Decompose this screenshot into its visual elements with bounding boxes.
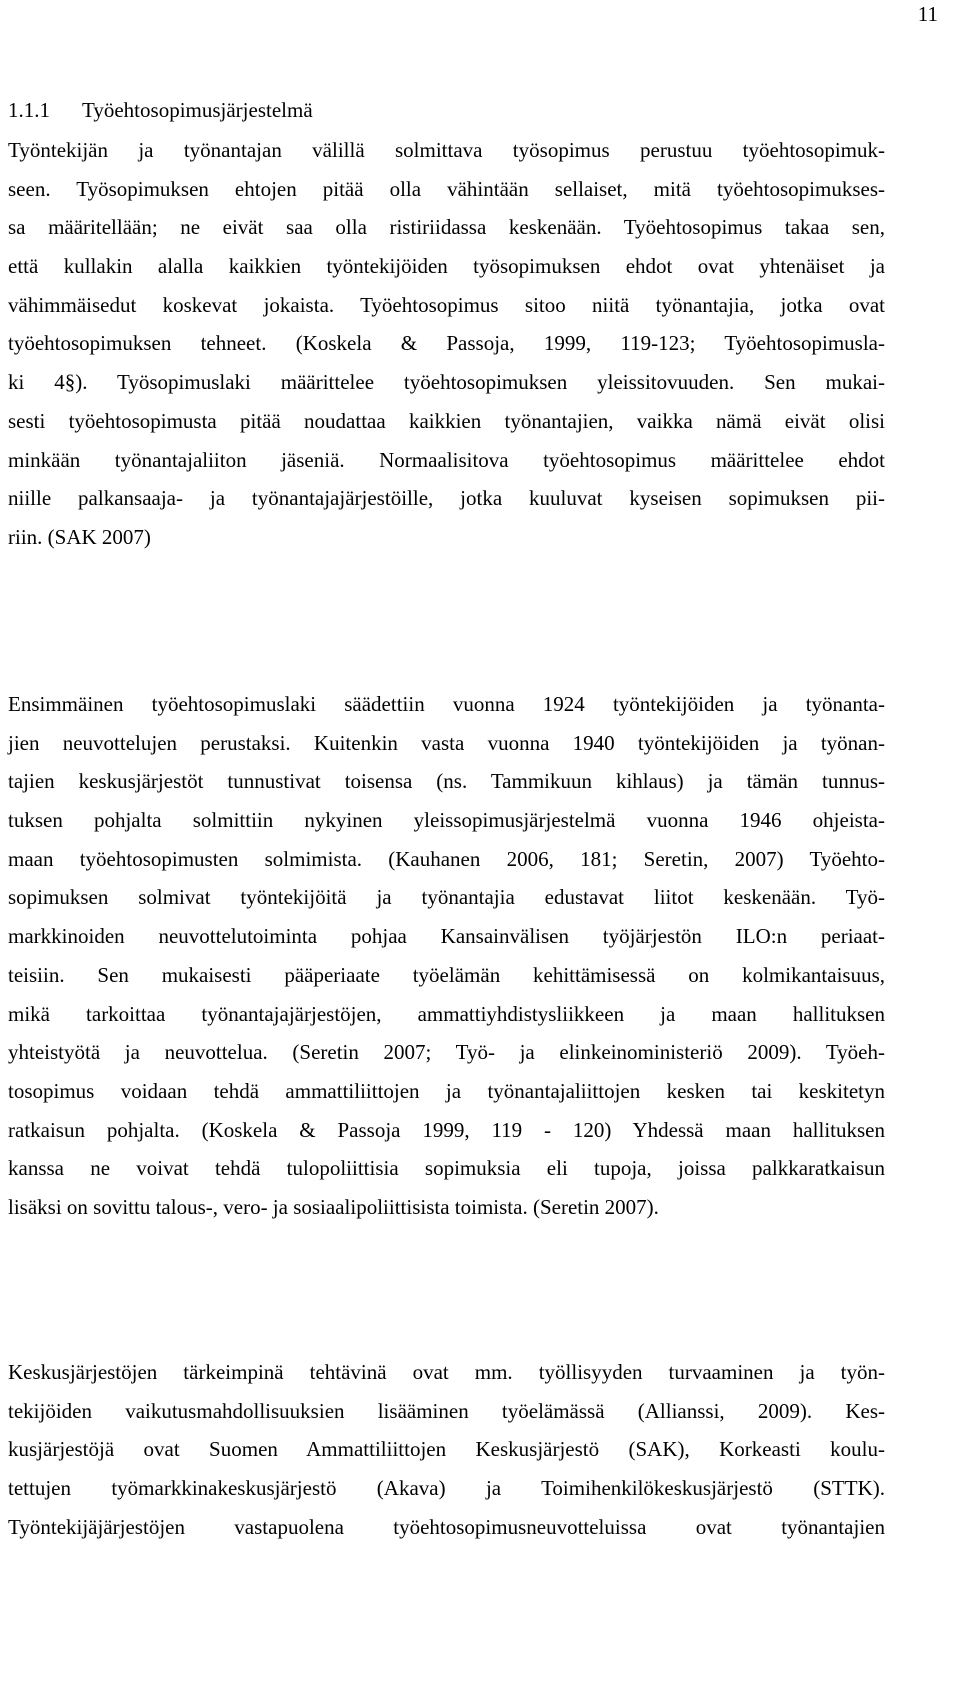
text-line: minkään työnantajaliiton jäseniä. Normaalisitova työehtosopimus määrittelee ehdot — [8, 447, 885, 472]
section-heading — [8, 96, 313, 124]
text-line: Keskusjärjestöjen tärkeimpinä tehtävinä ovat mm. työllisyyden turvaaminen ja työn- — [8, 1360, 885, 1384]
page-number: 11 — [917, 2, 938, 26]
text-line: ki 4§). Työsopimuslaki määrittelee työehtosopimuksen yleissitovuuden. Sen mukai- — [8, 370, 885, 395]
text-line: teisiin. Sen mukaisesti pääperiaate työelämän kehittämisessä on kolmikantaisuus, — [8, 962, 885, 987]
text-line: niille palkansaaja- ja työnantajajärjestöille, jotka kuuluvat kyseisen sopimuksen pii- — [8, 486, 885, 511]
text-line: työehtosopimuksen tehneet. (Koskela & Passoja, 1999, 119-123; Työehtosopimusla- — [8, 331, 885, 356]
text-line: tekijöiden vaikutusmahdollisuuksien lisääminen työelämässä (Allianssi, 2009). Kes- — [8, 1398, 885, 1423]
text-line: sesti työehtosopimusta pitää noudattaa kaikkien työnantajien, vaikka nämä eivät olisi — [8, 408, 885, 433]
text-line: seen. Työsopimuksen ehtojen pitää olla vähintään sellaiset, mitä työehtosopimukses- — [8, 176, 885, 201]
text-line: sopimuksen solmivat työntekijöitä ja työnantajia edustavat liitot keskenään. Työ- — [8, 885, 885, 910]
text-line: Ensimmäinen työehtosopimuslaki säädettiin vuonna 1924 työntekijöiden ja työnanta- — [8, 692, 885, 716]
text-line: ratkaisun pohjalta. (Koskela & Passoja 1999, 119 - 120) Yhdessä maan hallituksen — [8, 1117, 885, 1142]
text-line: jien neuvottelujen perustaksi. Kuitenkin vasta vuonna 1940 työntekijöiden ja työnan- — [8, 730, 885, 755]
text-line: kanssa ne voivat tehdä tulopoliittisia sopimuksia eli tupoja, joissa palkkaratkaisun — [8, 1156, 885, 1181]
section-number: 1.1.1 — [8, 98, 50, 122]
paragraph-3 — [8, 1358, 885, 1551]
text-line: markkinoiden neuvottelutoiminta pohjaa Kansainvälisen työjärjestön ILO:n periaat- — [8, 924, 885, 949]
text-line: että kullakin alalla kaikkien työntekijöiden työsopimuksen ehdot ovat yhtenäiset ja — [8, 254, 885, 279]
text-line: tosopimus voidaan tehdä ammattiliittojen ja työnantajaliittojen kesken tai keskitetyn — [8, 1078, 885, 1103]
text-line: Työntekijäjärjestöjen vastapuolena työehtosopimusneuvotteluissa ovat työnantajien — [8, 1514, 885, 1539]
text-line: tettujen työmarkkinakeskusjärjestö (Akava) ja Toimihenkilökeskusjärjestö (STTK). — [8, 1476, 885, 1501]
text-line: yhteistyötä ja neuvottelua. (Seretin 2007; Työ- ja elinkeinoministeriö 2009). Työeh- — [8, 1040, 885, 1065]
paragraph-2 — [8, 690, 885, 1232]
text-line: Työntekijän ja työnantajan välillä solmittava työsopimus perustuu työehtosopimuk- — [8, 138, 885, 162]
text-line: mikä tarkoittaa työnantajajärjestöjen, ammattiyhdistysliikkeen ja maan hallituksen — [8, 1001, 885, 1026]
text-line: kusjärjestöjä ovat Suomen Ammattiliittojen Keskusjärjestö (SAK), Korkeasti koulu- — [8, 1437, 885, 1462]
text-line: riin. (SAK 2007) — [8, 524, 151, 549]
paragraph-1 — [8, 136, 885, 562]
text-line: tajien keskusjärjestöt tunnustivat toisensa (ns. Tammikuun kihlaus) ja tämän tunnus- — [8, 769, 885, 794]
text-line: tuksen pohjalta solmittiin nykyinen yleissopimusjärjestelmä vuonna 1946 ohjeista- — [8, 808, 885, 833]
text-line: lisäksi on sovittu talous-, vero- ja sosiaalipoliittisista toimista. (Seretin 2007). — [8, 1194, 659, 1219]
text-line: maan työehtosopimusten solmimista. (Kauhanen 2006, 181; Seretin, 2007) Työehto- — [8, 846, 885, 871]
text-line: sa määritellään; ne eivät saa olla ristiriidassa keskenään. Työehtosopimus takaa sen, — [8, 215, 885, 240]
text-line: vähimmäisedut koskevat jokaista. Työehtosopimus sitoo niitä työnantajia, jotka ovat — [8, 292, 885, 317]
section-title: Työehtosopimusjärjestelmä — [82, 98, 313, 122]
